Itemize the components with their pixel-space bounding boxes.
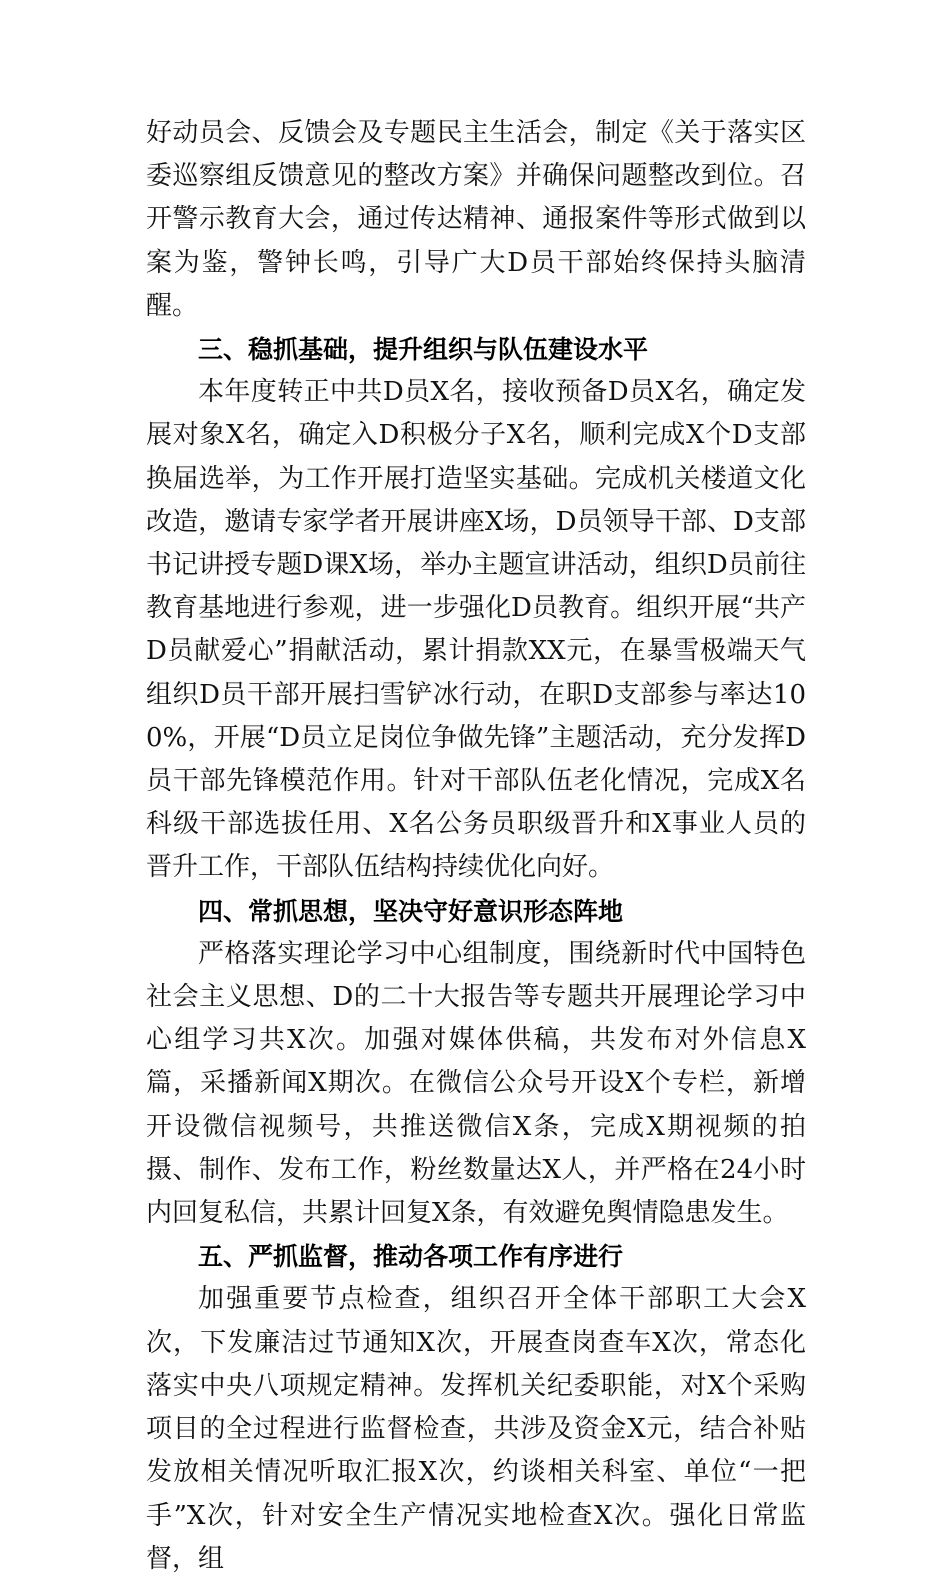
section-body-4: 严格落实理论学习中心组制度，围绕新时代中国特色社会主义思想、D的二十大报告等专题共开展理论学习中心组学习共X次。加强对媒体供稿，共发布对外信息X篇，采播新闻X期次。在微信公众号开设X个专栏，新增开设微信视频号，共推送微信X条，完成X期视频的拍摄、制作、发布工作，粉丝数量达X人，并严格在24小时内回复私信，共累计回复X条，有效避免舆情隐患发生。 [146, 938, 806, 1229]
section-heading-3: 三、稳抓基础，提升组织与队伍建设水平 [198, 335, 649, 365]
section-heading-5: 五、严抓监督，推动各项工作有序进行 [198, 1242, 624, 1272]
section-body-5: 加强重要节点检查，组织召开全体干部职工大会X次，下发廉洁过节通知X次，开展查岗查车X次，常态化落实中央八项规定精神。发挥机关纪委职能，对X个采购项目的全过程进行监督检查，共涉及资金X元，结合补贴发放相关情况听取汇报X次，约谈相关科室、单位“一把手”X次，针对安全生产情况实地检查X次。强化日常监督，组 [146, 1284, 806, 1574]
document-body [146, 112, 806, 1581]
continued-paragraph: 好动员会、反馈会及专题民主生活会，制定《关于落实区委巡察组反馈意见的整改方案》并确保问题整改到位。召开警示教育大会，通过传达精神、通报案件等形式做到以案为鉴，警钟长鸣，引导广大D员干部始终保持头脑清醒。 [146, 118, 806, 321]
section-heading-4: 四、常抓思想，坚决守好意识形态阵地 [198, 896, 624, 926]
section-body-3: 本年度转正中共D员X名，接收预备D员X名，确定发展对象X名，确定入D积极分子X名，顺利完成X个D支部换届选举，为工作开展打造坚实基础。完成机关楼道文化改造，邀请专家学者开展讲座X场，D员领导干部、D支部书记讲授专题D课X场，举办主题宣讲活动，组织D员前往教育基地进行参观，进一步强化D员教育。组织开展“共产D员献爱心”捐献活动，累计捐款XX元，在暴雪极端天气组织D员干部开展扫雪铲冰行动，在职D支部参与率达100%，开展“D员立足岗位争做先锋”主题活动，充分发挥D员干部先锋模范作用。针对干部队伍老化情况，完成X名科级干部选拔任用、X名公务员职级晋升和X事业人员的晋升工作，干部队伍结构持续优化向好。 [146, 377, 806, 883]
